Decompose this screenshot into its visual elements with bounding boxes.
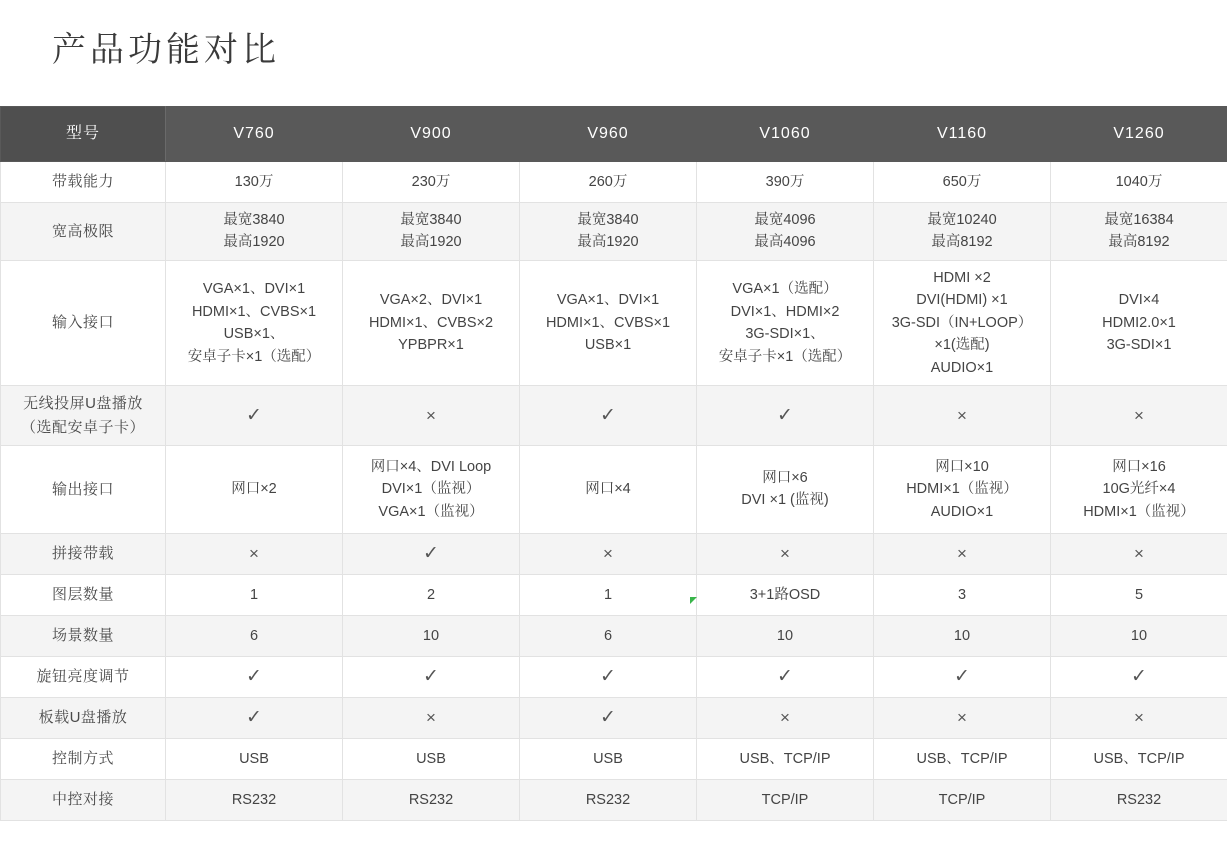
- cell-text: 10: [953, 627, 971, 644]
- cell-text: DVI ×1 (监视): [741, 492, 829, 509]
- cell-text: 安卓子卡×1（选配）: [187, 348, 321, 365]
- table-cell: [874, 445, 1051, 533]
- cross-icon: ×: [1134, 406, 1144, 426]
- cell-text: 最宽3840: [223, 212, 285, 228]
- cell-text: 1: [603, 586, 613, 603]
- table-cell: [166, 445, 343, 533]
- cell-text: YPBPR×1: [398, 337, 464, 354]
- table-cell: [697, 615, 874, 656]
- table-cell: [697, 203, 874, 261]
- check-icon: ✓: [777, 666, 793, 688]
- cross-icon: ×: [780, 544, 790, 564]
- table-body: [1, 162, 1227, 821]
- cell-text: 3G-SDI×1: [1106, 337, 1172, 354]
- table-cell: [343, 386, 520, 446]
- row-label-text: 中控对接: [51, 791, 114, 809]
- cell-text: HDMI×1、CVBS×1: [191, 303, 317, 320]
- table-cell: [697, 697, 874, 738]
- table-cell: [520, 260, 697, 385]
- cell-text: 最宽10240: [927, 212, 997, 228]
- cell-text: HDMI×1、CVBS×2: [368, 314, 494, 331]
- cell-text: RS232: [408, 791, 454, 808]
- cell-text: ×1(选配): [934, 337, 990, 354]
- row-label-text: 旋钮亮度调节: [36, 668, 130, 686]
- cell-text: 网口×10: [935, 458, 989, 475]
- check-icon: ✓: [423, 543, 439, 565]
- check-icon: ✓: [777, 405, 793, 427]
- table-row: [1, 697, 1227, 738]
- row-label-text: 控制方式: [51, 750, 114, 768]
- cell-text: 1: [249, 586, 259, 603]
- table-cell: [520, 386, 697, 446]
- cell-text: USB、TCP/IP: [916, 750, 1008, 767]
- table-cell: [697, 779, 874, 820]
- table-cell: [166, 533, 343, 574]
- check-icon: ✓: [954, 666, 970, 688]
- check-icon: ✓: [246, 666, 262, 688]
- cell-text: AUDIO×1: [930, 503, 994, 520]
- row-label: [1, 574, 166, 615]
- cell-text: 网口×6: [762, 469, 808, 486]
- cell-text: 10: [1130, 627, 1148, 644]
- table-cell: [874, 260, 1051, 385]
- row-label: [1, 615, 166, 656]
- table-cell: [1051, 445, 1227, 533]
- table-cell: [520, 615, 697, 656]
- table-cell: [343, 656, 520, 697]
- table-row: [1, 779, 1227, 820]
- table-cell: [166, 574, 343, 615]
- cell-text: 130万: [234, 173, 274, 190]
- cell-text: DVI(HDMI) ×1: [916, 292, 1008, 309]
- table-cell: [1051, 574, 1227, 615]
- table-cell: [874, 533, 1051, 574]
- cell-text: USB、TCP/IP: [739, 750, 831, 767]
- cell-text: VGA×1（监视）: [378, 503, 484, 520]
- cell-text: 网口×4: [585, 481, 631, 498]
- table-cell: [343, 697, 520, 738]
- check-icon: ✓: [423, 666, 439, 688]
- table-cell: [697, 738, 874, 779]
- cell-text: VGA×1、DVI×1: [202, 281, 306, 298]
- row-label: [1, 656, 166, 697]
- table-cell: [343, 574, 520, 615]
- cross-icon: ×: [426, 406, 436, 426]
- table-cell: [166, 656, 343, 697]
- cell-text: 230万: [411, 173, 451, 190]
- row-label: [1, 386, 166, 446]
- cross-icon: ×: [957, 708, 967, 728]
- table-cell: [1051, 260, 1227, 385]
- row-label-text: 图层数量: [51, 586, 114, 604]
- table-header-v960: V960: [520, 107, 697, 162]
- row-label-text: 输入接口: [51, 314, 114, 332]
- cell-text: 3+1路OSD: [749, 586, 821, 603]
- cell-text: 6: [249, 627, 259, 644]
- check-icon: ✓: [600, 666, 616, 688]
- cell-text: 最宽3840: [400, 212, 462, 228]
- table-cell: [1051, 779, 1227, 820]
- cell-text: DVI×1（监视）: [381, 481, 481, 498]
- table-cell: [1051, 697, 1227, 738]
- table-cell: [166, 697, 343, 738]
- table-cell: [874, 162, 1051, 203]
- table-cell: [1051, 738, 1227, 779]
- cell-text: HDMI×1（监视）: [1083, 503, 1195, 520]
- table-cell: [520, 533, 697, 574]
- table-cell: [874, 656, 1051, 697]
- table-row: [1, 738, 1227, 779]
- cell-text: RS232: [1116, 791, 1162, 808]
- table-cell: [166, 203, 343, 261]
- table-cell: [874, 779, 1051, 820]
- check-icon: ✓: [1131, 666, 1147, 688]
- row-label: [1, 162, 166, 203]
- table-header-model: 型号: [1, 107, 166, 162]
- row-label: [1, 697, 166, 738]
- cell-text: 650万: [942, 173, 982, 190]
- cross-icon: ×: [426, 708, 436, 728]
- table-cell: [520, 779, 697, 820]
- table-header: [1, 107, 1227, 162]
- table-cell: [166, 260, 343, 385]
- table-cell: [697, 445, 874, 533]
- green-marker-icon: [690, 597, 697, 604]
- table-cell: [343, 615, 520, 656]
- cell-text: 网口×4、DVI Loop: [370, 458, 492, 475]
- cell-text: 6: [603, 627, 613, 644]
- cell-text: 最宽16384: [1104, 212, 1174, 228]
- row-label: [1, 738, 166, 779]
- cell-text: DVI×4: [1118, 292, 1160, 309]
- table-cell: [520, 203, 697, 261]
- cell-text: 10: [422, 627, 440, 644]
- row-label: [1, 203, 166, 261]
- table-cell: [874, 738, 1051, 779]
- cell-text: 最高1920: [577, 234, 639, 251]
- cell-text: 390万: [765, 173, 805, 190]
- table-header-v1160: V1160: [874, 107, 1051, 162]
- table-cell: [874, 697, 1051, 738]
- cross-icon: ×: [957, 544, 967, 564]
- cell-text: HDMI×1、CVBS×1: [545, 314, 671, 331]
- table-row: [1, 445, 1227, 533]
- row-label-text: 场景数量: [51, 627, 114, 645]
- table-cell: [1051, 615, 1227, 656]
- table-cell: [520, 697, 697, 738]
- table-cell: [697, 386, 874, 446]
- cross-icon: ×: [957, 406, 967, 426]
- row-label: [1, 260, 166, 385]
- cell-text: 2: [426, 586, 436, 603]
- row-label: [1, 779, 166, 820]
- table-cell: [697, 260, 874, 385]
- table-header-v760: V760: [166, 107, 343, 162]
- cell-text: DVI×1、HDMI×2: [730, 303, 840, 320]
- row-label: [1, 445, 166, 533]
- cross-icon: ×: [1134, 544, 1144, 564]
- table-cell: [697, 656, 874, 697]
- check-icon: ✓: [600, 405, 616, 427]
- table-cell: [520, 656, 697, 697]
- table-cell: [697, 574, 874, 615]
- cell-text: 网口×2: [231, 481, 277, 498]
- cell-text: USB: [239, 750, 269, 767]
- cell-text: USB: [593, 750, 623, 767]
- cell-text: 网口×16: [1112, 458, 1166, 475]
- table-cell: [520, 445, 697, 533]
- row-label-text: 宽高极限: [51, 222, 114, 240]
- cell-text: HDMI2.0×1: [1102, 314, 1176, 331]
- table-cell: [343, 203, 520, 261]
- table-header-v1260: V1260: [1051, 107, 1227, 162]
- cell-text: 最宽3840: [577, 212, 639, 228]
- row-label: [1, 533, 166, 574]
- cross-icon: ×: [249, 544, 259, 564]
- cell-text: 最高4096: [754, 234, 816, 251]
- table-row: [1, 656, 1227, 697]
- table-cell: [166, 779, 343, 820]
- cell-text: 260万: [588, 173, 628, 190]
- table-cell: [697, 162, 874, 203]
- cell-text: VGA×1、DVI×1: [556, 292, 660, 309]
- table-cell: [697, 533, 874, 574]
- table-cell: [874, 615, 1051, 656]
- table-row: [1, 162, 1227, 203]
- table-cell: [166, 162, 343, 203]
- table-row: [1, 533, 1227, 574]
- table-cell: [1051, 162, 1227, 203]
- cell-text: 3G-SDI（IN+LOOP）: [891, 314, 1033, 331]
- cross-icon: ×: [603, 544, 613, 564]
- row-label-text: 板载U盘播放: [38, 709, 128, 727]
- check-icon: ✓: [246, 405, 262, 427]
- cell-text: VGA×1（选配）: [732, 281, 838, 298]
- cell-text: 最高1920: [223, 234, 285, 251]
- table-row: [1, 260, 1227, 385]
- cell-text: VGA×2、DVI×1: [379, 292, 483, 309]
- row-label-subtext: （选配安卓子卡）: [20, 418, 145, 436]
- cell-text: 3G-SDI×1、: [745, 326, 825, 343]
- product-comparison-table: [0, 106, 1227, 821]
- table-cell: [343, 738, 520, 779]
- table-cell: [166, 615, 343, 656]
- cell-text: AUDIO×1: [930, 359, 994, 376]
- table-cell: [520, 162, 697, 203]
- table-cell: [1051, 533, 1227, 574]
- cell-text: 10: [776, 627, 794, 644]
- table-cell: [343, 162, 520, 203]
- table-row: [1, 615, 1227, 656]
- table-header-v900: V900: [343, 107, 520, 162]
- cell-text: USB: [416, 750, 446, 767]
- cell-text: 1040万: [1115, 173, 1163, 190]
- table-row: [1, 574, 1227, 615]
- cell-text: 最宽4096: [754, 212, 816, 228]
- table-cell: [166, 386, 343, 446]
- check-icon: ✓: [246, 707, 262, 729]
- table-header-v1060: V1060: [697, 107, 874, 162]
- row-label-text: 拼接带载: [51, 545, 114, 563]
- table-cell: [874, 203, 1051, 261]
- table-cell: [166, 738, 343, 779]
- cross-icon: ×: [1134, 708, 1144, 728]
- table-cell: [343, 779, 520, 820]
- table-row: [1, 386, 1227, 446]
- page-title: 产品功能对比: [52, 31, 280, 69]
- cell-text: HDMI×1（监视）: [906, 481, 1018, 498]
- table-cell: [343, 260, 520, 385]
- cell-text: RS232: [585, 791, 631, 808]
- cell-text: USB、TCP/IP: [1093, 750, 1185, 767]
- table-cell: [874, 574, 1051, 615]
- cell-text: 最高8192: [1108, 234, 1170, 251]
- cell-text: TCP/IP: [761, 791, 809, 808]
- table-cell: [520, 738, 697, 779]
- cell-text: 3: [957, 586, 967, 603]
- table-row: [1, 203, 1227, 261]
- row-label-text: 无线投屏U盘播放: [23, 395, 143, 413]
- table-cell: [1051, 656, 1227, 697]
- row-label-text: 输出接口: [51, 480, 114, 498]
- table-cell: [1051, 203, 1227, 261]
- table-cell: [1051, 386, 1227, 446]
- table-header-row: [1, 107, 1227, 162]
- cell-text: USB×1、: [223, 326, 285, 343]
- row-label-text: 带载能力: [51, 173, 114, 191]
- table-cell: [874, 386, 1051, 446]
- cell-text: 5: [1134, 586, 1144, 603]
- table-cell: [343, 533, 520, 574]
- table-cell: [343, 445, 520, 533]
- cell-text: RS232: [231, 791, 277, 808]
- cell-text: HDMI ×2: [933, 269, 991, 286]
- cell-text: 安卓子卡×1（选配）: [718, 348, 852, 365]
- check-icon: ✓: [600, 707, 616, 729]
- cell-text: USB×1: [584, 337, 632, 354]
- table-cell: [520, 574, 697, 615]
- cell-text: 最高8192: [931, 234, 993, 251]
- cell-text: 最高1920: [400, 234, 462, 251]
- cross-icon: ×: [780, 708, 790, 728]
- cell-text: 10G光纤×4: [1102, 481, 1176, 498]
- cell-text: TCP/IP: [938, 791, 986, 808]
